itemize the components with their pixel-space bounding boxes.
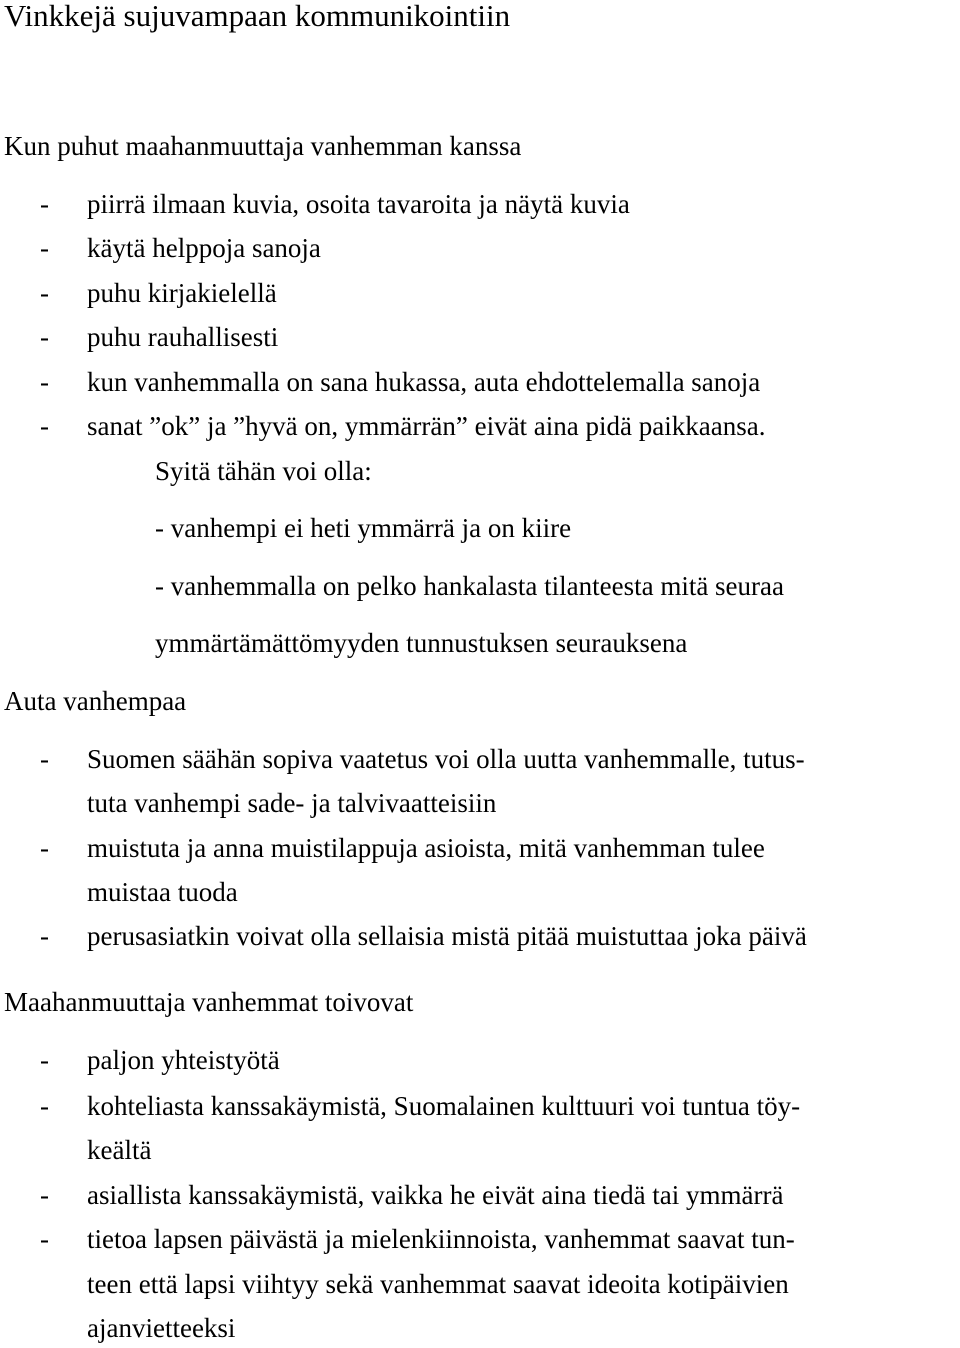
list-item-continuation: tuta vanhempi sade- ja talvivaatteisiin bbox=[87, 788, 497, 818]
list-item: ymmärtämättömyyden tunnustuksen seurauksena bbox=[155, 628, 688, 658]
bullet-marker: - bbox=[40, 921, 49, 951]
list-item: Suomen säähän sopiva vaatetus voi olla uutta vanhemmalle, tutus- bbox=[87, 744, 805, 774]
bullet-marker: - bbox=[40, 1091, 49, 1121]
bullet-marker: - bbox=[40, 411, 49, 441]
bullet-marker: - bbox=[40, 833, 49, 863]
list-item-continuation: muistaa tuoda bbox=[87, 877, 238, 907]
bullet-marker: - bbox=[40, 744, 49, 774]
list-item: asiallista kanssakäymistä, vaikka he eivät aina tiedä tai ymmärrä bbox=[87, 1180, 784, 1210]
list-item: kohteliasta kanssakäymistä, Suomalainen kulttuuri voi tuntua töy- bbox=[87, 1091, 801, 1121]
list-item: - vanhemmalla on pelko hankalasta tilanteesta mitä seuraa bbox=[155, 571, 785, 601]
list-item: sanat ”ok” ja ”hyvä on, ymmärrän” eivät aina pidä paikkaansa. bbox=[87, 411, 766, 441]
list-item: paljon yhteistyötä bbox=[87, 1045, 280, 1075]
reasons-heading: Syitä tähän voi olla: bbox=[155, 456, 372, 486]
list-item-continuation: teen että lapsi viihtyy sekä vanhemmat saavat ideoita kotipäivien bbox=[87, 1269, 789, 1299]
bullet-marker: - bbox=[40, 233, 49, 263]
bullet-marker: - bbox=[40, 278, 49, 308]
section-heading: Auta vanhempaa bbox=[4, 686, 187, 716]
bullet-marker: - bbox=[40, 189, 49, 219]
list-item-continuation: keältä bbox=[87, 1135, 152, 1165]
list-item: kun vanhemmalla on sana hukassa, auta ehdottelemalla sanoja bbox=[87, 367, 761, 397]
list-item: piirrä ilmaan kuvia, osoita tavaroita ja näytä kuvia bbox=[87, 189, 630, 219]
list-item: käytä helppoja sanoja bbox=[87, 233, 321, 263]
section-heading: Kun puhut maahanmuuttaja vanhemman kanssa bbox=[4, 131, 522, 161]
bullet-marker: - bbox=[40, 1045, 49, 1075]
bullet-marker: - bbox=[40, 1180, 49, 1210]
page-title: Vinkkejä sujuvampaan kommunikointiin bbox=[4, 0, 511, 33]
list-item: tietoa lapsen päivästä ja mielenkiinnoista, vanhemmat saavat tun- bbox=[87, 1224, 795, 1254]
bullet-marker: - bbox=[40, 1224, 49, 1254]
bullet-marker: - bbox=[40, 367, 49, 397]
list-item: - vanhempi ei heti ymmärrä ja on kiire bbox=[155, 513, 572, 543]
list-item-continuation: ajanvietteeksi bbox=[87, 1313, 236, 1343]
bullet-marker: - bbox=[40, 322, 49, 352]
list-item: muistuta ja anna muistilappuja asioista, mitä vanhemman tulee bbox=[87, 833, 765, 863]
list-item: puhu kirjakielellä bbox=[87, 278, 277, 308]
list-item: puhu rauhallisesti bbox=[87, 322, 279, 352]
list-item: perusasiatkin voivat olla sellaisia mistä pitää muistuttaa joka päivä bbox=[87, 921, 807, 951]
section-heading: Maahanmuuttaja vanhemmat toivovat bbox=[4, 987, 414, 1017]
